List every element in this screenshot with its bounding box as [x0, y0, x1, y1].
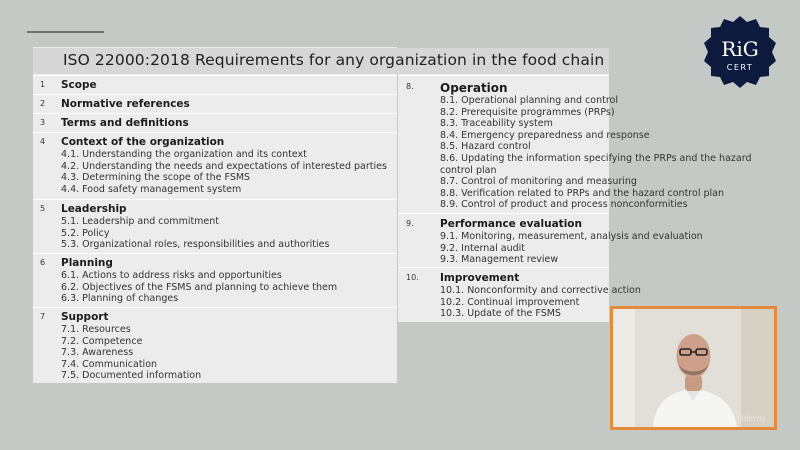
row-heading: Terms and definitions: [61, 117, 189, 129]
row-number: 3: [40, 118, 46, 127]
presenter-video: [610, 306, 777, 430]
row-number: 7: [40, 312, 46, 321]
table-row: [33, 75, 397, 94]
list-item: 10.1. Nonconformity and corrective action: [440, 285, 641, 296]
list-item: 7.2. Competence: [61, 335, 143, 347]
logo-text-rig: RiG: [721, 37, 759, 61]
list-item: 8.9. Control of product and process nonconformities: [440, 199, 688, 211]
table-row: [33, 307, 397, 384]
row-number: 10.: [406, 273, 419, 282]
list-item: 7.4. Communication: [61, 358, 158, 370]
table-row: [398, 267, 641, 323]
row-number: 2: [40, 99, 46, 108]
row-heading: Normative references: [61, 98, 190, 110]
row-heading: Improvement: [440, 272, 520, 284]
list-item: 6.3. Planning of changes: [61, 293, 179, 305]
row-heading: Context of the organization: [61, 136, 225, 148]
row-number: 9.: [406, 219, 414, 228]
row-heading: Scope: [61, 79, 97, 91]
list-item: 7.1. Resources: [61, 324, 131, 335]
row-heading: Support: [61, 311, 109, 323]
row-number: 4: [40, 137, 46, 146]
row-number: 1: [40, 80, 46, 89]
udemy-watermark: Udemy: [737, 414, 766, 423]
list-item: 10.2. Continual improvement: [440, 296, 580, 308]
row-number: 5: [40, 204, 46, 213]
logo-text-cert: CERT: [726, 63, 754, 72]
list-item: 9.3. Management review: [440, 254, 559, 266]
list-item: 8.6. Updating the information specifying the PRPs and the hazard control plan: [440, 153, 752, 176]
rigcert-logo: [703, 15, 777, 89]
list-item: 5.3. Organizational roles, responsibilities and authorities: [61, 239, 330, 251]
list-item: 8.7. Control of monitoring and measuring: [440, 176, 637, 188]
list-item: 8.3. Traceability system: [440, 118, 553, 130]
presenter-head: [677, 334, 711, 378]
list-item: 4.3. Determining the scope of the FSMS: [61, 172, 251, 184]
row-heading: Leadership: [61, 203, 127, 215]
list-item: 8.8. Verification related to PRPs and the hazard control plan: [440, 187, 724, 199]
table-row: [398, 75, 752, 213]
table-row: [33, 113, 397, 132]
list-item: 4.2. Understanding the needs and expectations of interested parties: [61, 160, 387, 172]
video-right-wall: [741, 309, 774, 427]
row-heading: Operation: [440, 81, 508, 95]
list-item: 9.1. Monitoring, measurement, analysis and evaluation: [440, 231, 703, 242]
list-item: 10.3. Update of the FSMS: [440, 308, 561, 320]
table-row: [33, 132, 397, 199]
row-heading: Performance evaluation: [440, 218, 582, 230]
list-item: 8.1. Operational planning and control: [440, 95, 618, 106]
row-number: 8.: [406, 82, 414, 91]
list-item: 5.1. Leadership and commitment: [61, 216, 220, 227]
top-decorative-line: [27, 31, 104, 33]
list-item: 6.1. Actions to address risks and opportunities: [61, 270, 282, 281]
list-item: 4.1. Understanding the organization and its context: [61, 149, 307, 160]
list-item: 7.3. Awareness: [61, 347, 134, 359]
list-item: 8.5. Hazard control: [440, 141, 531, 153]
list-item: 9.2. Internal audit: [440, 242, 526, 254]
list-item: 8.4. Emergency preparedness and response: [440, 129, 650, 141]
list-item: 6.2. Objectives of the FSMS and planning to achieve them: [61, 281, 338, 293]
table-row: [33, 199, 397, 253]
slide-title: ISO 22000:2018 Requirements for any organization in the food chain: [63, 51, 605, 69]
video-window-light: [613, 309, 635, 427]
table-row: [33, 94, 397, 113]
row-heading: Planning: [61, 257, 113, 269]
row-number: 6: [40, 258, 46, 267]
list-item: 7.5. Documented information: [61, 370, 202, 382]
list-item: 4.4. Food safety management system: [61, 183, 242, 195]
list-item: 8.2. Prerequisite programmes (PRPs): [440, 106, 615, 118]
table-row: [33, 253, 397, 307]
title-bar: [33, 48, 609, 74]
list-item: 5.2. Policy: [61, 227, 110, 239]
table-row: [398, 213, 703, 267]
